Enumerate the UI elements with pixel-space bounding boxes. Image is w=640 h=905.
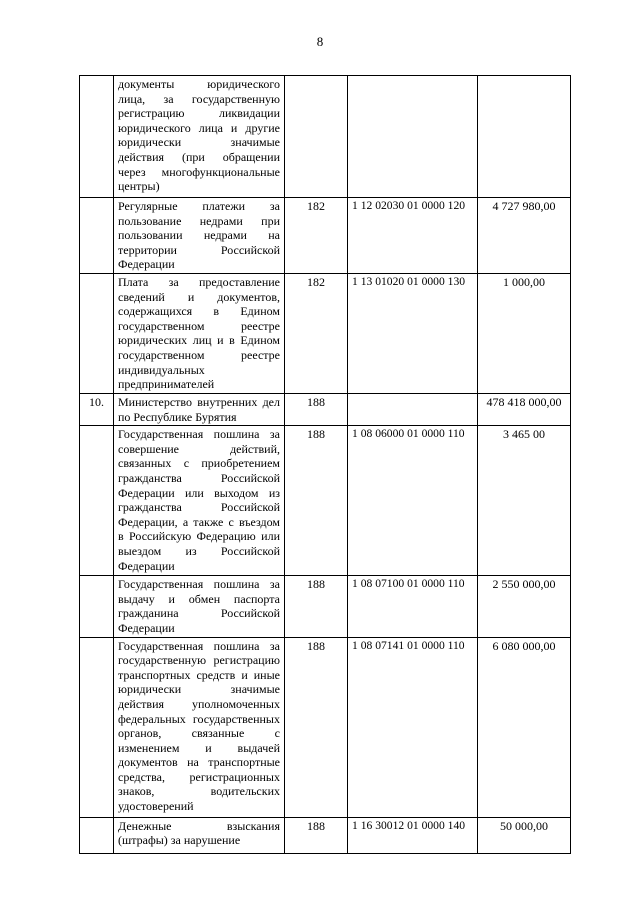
row-number [80,273,114,393]
administrator-code: 188 [285,393,348,425]
row-number [80,576,114,637]
amount: 50 000,00 [478,817,571,853]
table-row [80,426,571,576]
row-number [80,76,114,198]
table-row [80,273,571,393]
budget-classification-code [348,393,478,425]
budget-classification-code: 1 16 30012 01 0000 140 [348,817,478,853]
budget-classification-code [348,76,478,198]
table-row [80,198,571,274]
budget-classification-code: 1 13 01020 01 0000 130 [348,273,478,393]
administrator-code: 188 [285,637,348,817]
amount: 4 727 980,00 [478,198,571,274]
table-row [80,76,571,198]
amount: 6 080 000,00 [478,637,571,817]
revenue-name: Плата за предоставление сведений и документов, содержащихся в Едином государственном реестре юридических лиц и в Едином государственном реестре индивидуальных предпринимателей [114,273,285,393]
budget-classification-code: 1 08 07141 01 0000 110 [348,637,478,817]
revenue-name: Государственная пошлина за выдачу и обмен паспорта гражданина Российской Федерации [114,576,285,637]
administrator-code: 182 [285,273,348,393]
administrator-code: 188 [285,817,348,853]
table-row [80,817,571,853]
budget-classification-code: 1 08 06000 01 0000 110 [348,426,478,576]
revenue-name: документы юридического лица, за государственную регистрацию ликвидации юридического лица и другие юридически значимые действия (при обращении через многофункциональные центры) [114,76,285,198]
table-row [80,393,571,425]
row-number [80,426,114,576]
table-row [80,576,571,637]
administrator-code: 188 [285,576,348,637]
page-number: 8 [316,34,324,49]
administrator-code [285,76,348,198]
revenue-name: Государственная пошлина за совершение действий, связанных с приобретением гражданства Российской Федерации или выходом из гражданства Российской Федерации, а также с въездом в Российскую Федерацию или выездом из Российской Федерации [114,426,285,576]
revenue-name: Министерство внутренних дел по Республике Бурятия [114,393,285,425]
row-number: 10. [80,393,114,425]
row-number [80,198,114,274]
row-number [80,637,114,817]
amount: 478 418 000,00 [478,393,571,425]
amount: 3 465 00 [478,426,571,576]
budget-revenue-table [79,75,571,854]
row-number [80,817,114,853]
amount: 1 000,00 [478,273,571,393]
revenue-name: Денежные взыскания (штрафы) за нарушение [114,817,285,853]
administrator-code: 188 [285,426,348,576]
administrator-code: 182 [285,198,348,274]
budget-classification-code: 1 08 07100 01 0000 110 [348,576,478,637]
amount [478,76,571,198]
revenue-name: Государственная пошлина за государственную регистрацию транспортных средств и иные юридически значимые действия уполномоченных федеральных государственных органов, связанные с изменением и выдачей документов на транспортные средства, регистрационных знаков, водительских удостоверений [114,637,285,817]
amount: 2 550 000,00 [478,576,571,637]
table-row [80,637,571,817]
budget-classification-code: 1 12 02030 01 0000 120 [348,198,478,274]
revenue-name: Регулярные платежи за пользование недрами при пользовании недрами на территории Российской Федерации [114,198,285,274]
